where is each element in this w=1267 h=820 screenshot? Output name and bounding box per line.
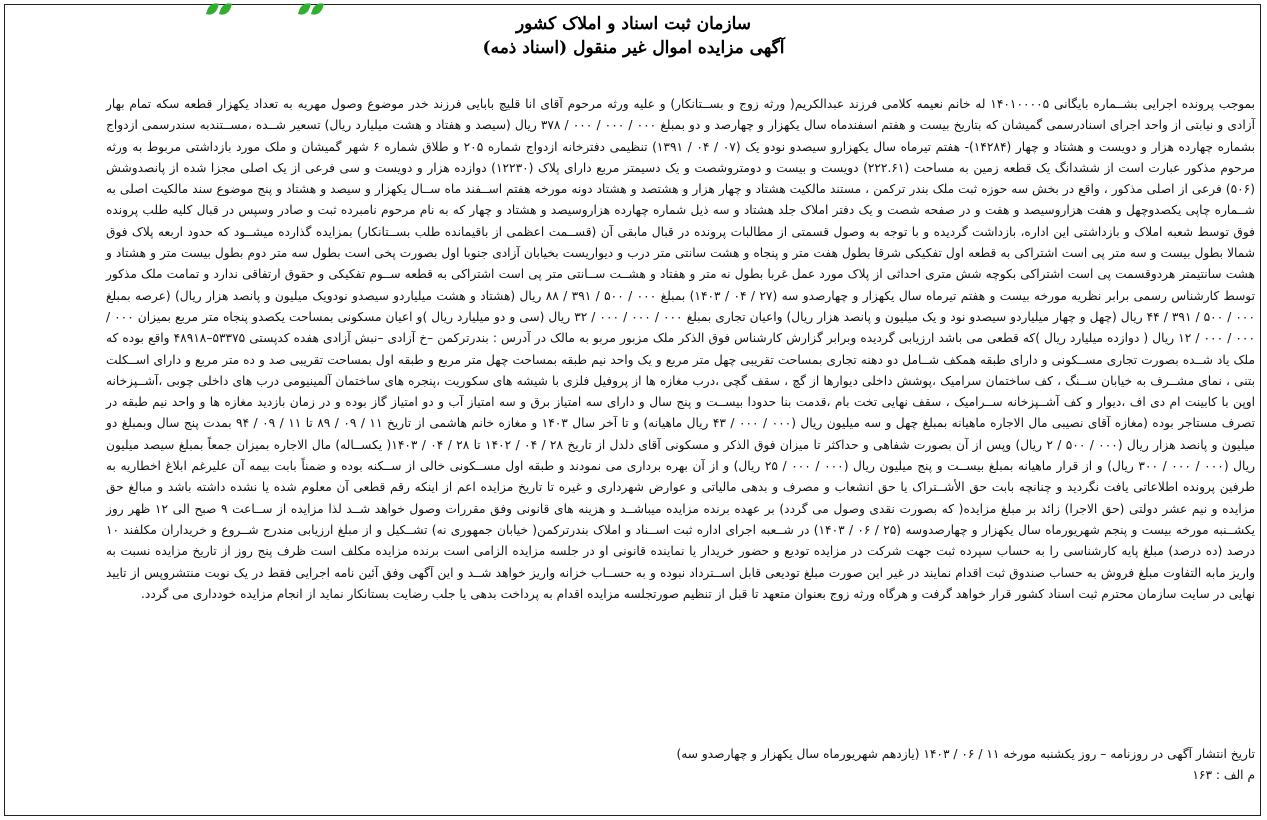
organization-title: سازمان ثبت اسناد و املاک کشور <box>515 14 752 34</box>
publish-date-line: تاریخ انتشار آگهی در روزنامه – روز یکشنبه مورخه ۱۱ / ۰۶ / ۱۴۰۳ (یازدهم شهریورماه سال یکهزار و چهارصدو سه) <box>676 747 1255 761</box>
notice-footer <box>106 744 1255 786</box>
notice-title: آگهی مزایده اموال غیر منقول (اسناد ذمه) <box>482 38 785 58</box>
notice-header <box>0 12 1267 60</box>
notice-code: م الف : ۱۶۳ <box>1192 768 1255 782</box>
notice-body: بموجب پرونده اجرایی بشــماره بایگانی ۱۴۰۱۰۰۰۰۵ له خانم نعیمه کلامی فرزند عبدالکریم( ورثه زوج و بســتانکار) و علیه ورثه مرحوم آقای انا قلیچ بابایی فرزند خدر موضوع وصول مهریه به تعداد یکهزار قطعه سکه تمام بهار آزادی و نیابتی از واحد اجرای اسنادرسمی گمیشان که بتاریخ بیست و هفتم اسفندماه سال یکهزار و چهارصد و دو بمبلغ ۰۰۰ / ۰۰۰ / ۰۰۰ / ۳۷۸ ریال (سیصد و هفتاد و هشت میلیارد ریال) تسعیر شــده ،مســتندبه سندرسمی ازدواج بشماره چهارده هزار و دویست و هشتاد و چهار (۱۴۲۸۴)- هفتم تیرماه سال یکهزارو سیصدو نودو یک (۰۷ / ۰۴ / ۱۳۹۱) تنظیمی دفترخانه ازدواج شماره ۲۰۵ و طلاق شماره ۶ شهر گمیشان و ملک مورد بازداشتی مربوط به ورثه مرحوم مذکور عبارت است از ششدانگ یک قطعه زمین به مساحت (۲۲۲.۶۱) دویست و بیست و دومتروشصت و یک دسیمتر مربع دارای پلاک (۱۲۲۳۰) دوازده هزار و دویست و سی فرعی از یک اصلی مجزا شده از پانصدوشش (۵۰۶) فرعی از اصلی مذکور ، واقع در بخش سه حوزه ثبت ملک بندر ترکمن ، مستند مالکیت هشتاد و چهار هزار و هشتصد و هشتاد دونه مورخه هفتم اســفند ماه ســال یکهزار و سیصد و هشتاد و پنج موضوع سند مالکیت اصلی به شــماره چاپی یکصدوچهل و هفت هزاروسیصد و هفت و در صفحه شصت و یک دفتر املاک جلد هشتاد و سه ذیل شماره چهارده هزاروسیصد و هشتاد و چهار که به نام مرحوم نامبرده ثبت و صادر وسپس در قبال کلیه طلب پرونده فوق توسط شعبه املاک و بازداشتی این اداره، بازداشت گردیده و با توجه به وصول قسمتی از مطالبات پرونده در قبال مابقی آن (قســمت اعظمی از باقیمانده طلب بســتانکار) بمزایده گذارده میشــود که حدود اربعه پلاک فوق شمالا بطول بیست و سه متر پی است اشتراکی به قطعه اول تفکیکی شرقا بطول هفت متر و پنجاه و هشت سانتی متر درب و دیواریست بخیابان آزادی جنوبا اول بصورت پخی است بطول سه متر دوم بطول بیست متر و هشتاد و هشت سانتیمتر هردوقسمت پی است اشتراکی بکوچه شش متری احداثی از پلاک مورد عمل غربا بطول نه متر و هفتاد و هشــت ســانتی متر پی است اشتراکی به قطعه ســوم تفکیکی و حقوق ارتفاقی ندارد و تمامت ملک مذکور توسط کارشناس رسمی برابر نظریه مورخه بیست و هفتم تیرماه سال یکهزار و چهارصدو سه (۲۷ / ۰۴ / ۱۴۰۳) بمبلغ ۰۰۰ / ۵۰۰ / ۳۹۱ / ۸۸ ریال (هشتاد و هشت میلیاردو سیصدو نودویک میلیون و پانصد هزار ریال) (عرصه بمبلغ ۰۰۰ / ۵۰۰ / ۳۹۱ / ۴۴ ریال (چهل و چهار میلیاردو سیصدو نود و یک میلیون و پانصد هزار ریال) واعیان تجاری بمبلغ ۰۰۰ / ۰۰۰ / ۰۰۰ / ۳۲ ریال (سی و دو میلیارد ریال )و اعیان مسکونی بمساحت یکصدو پنجاه متر مربع بمیزان ۰۰۰ / ۰۰۰ / ۰۰۰ / ۱۲ ریال ( دوازده میلیارد ریال )که قطعی می باشد ارزیابی گردیده وبرابر گزارش کارشناس فوق الذکر ملک مزبور مربو به مالک در آدرس : بندرترکمن –خ آزادی –نبش آزادی هفده کدپستی ۵۳۳۷۵–۴۸۹۱۸ واقع بوده که ملک یاد شــده بصورت تجاری مســکونی و دارای طبقه همکف شــامل دو دهنه تجاری بمساحت تقریبی چهل متر مربع و یک واحد نیم طبقه بمساحت چهل متر مربع و طبقه اول بمساحت تقریبی صد و ده متر مربع و دارای اســکلت بتنی ، نمای مشــرف به خیابان ســنگ ، کف ساختمان سرامیک ،پوشش داخلی دیوارها از گچ ، سقف گچی ،درب مغازه ها از پروفیل فلزی با شیشه های سکوریت ،پنجره های ساختمان آلمینیومی درب های داخلی چوبی ،آشــپزخانه اوپن با کابینت ام دی اف ،دیوار و کف آشــپزخانه ســرامیک ، سقف نهایی تخت بام ،قدمت بنا حدودا بیســت و پنج سال و دارای سه امتیاز برق و سه امتیاز آب و دو امتیاز گاز بوده و در زمان بازدید مغازه ها و واحد نیم طبقه در تصرف مستاجر بوده (مغازه آقای نصیبی مال الاجاره ماهیانه بمبلغ چهل و سه میلیون ریال (۰۰۰ / ۰۰۰ / ۴۳ ریال ماهیانه) و تا آخر سال ۱۴۰۳ و مغازه خانم هاشمی از تاریخ ۱۱ / ۰۹ / ۸۹ تا ۱۱ / ۰۹ / ۹۴ بمدت پنج سال وبمبلغ دو میلیون و پانصد هزار ریال (۰۰۰ / ۵۰۰ / ۲ ریال) وپس از آن بصورت شفاهی و حداکثر تا میزان فوق الذکر و مسکونی آقای دلدل از تاریخ ۲۸ / ۰۴ / ۱۴۰۲ تا ۲۸ / ۰۴ / ۱۴۰۳( یکســاله) مال الاجاره بمیزان جمعاً بمبلغ سیصد میلیون ریال (۰۰۰ / ۰۰۰ / ۳۰۰ ریال) و از قرار ماهیانه بمبلغ بیســت و پنج میلیون ریال (۰۰۰ / ۰۰۰ / ۲۵ ریال) و از آن بهره برداری می نمودند و طبقه اول مســکونی خالی از ســکنه بوده و ضمناً بابت بیمه آن علیرغم ابلاغ اخطاریه به طرفین پرونده اطلاعاتی یافت نگردید و چنانچه بابت حق الأشــتراک یا حق انشعاب و مصرف و بدهی مالیاتی و عوارض شهرداری و غیره تا تاریخ مزایده اعم از اینکه رقم قطعی آن معلوم شده یا نشده داشته باشد و مبالغ حق مزایده و نیم عشر دولتی (حق الاجرا) زائد بر مبلغ مزایده( که بصورت نقدی وصول می گردد) بر عهده برنده مزایده میباشــد و هزینه های قانونی وفق مقررات وصول خواهد شــد لذا مزایده از ســاعت ۹ صبح الی ۱۲ ظهر روز یکشــنبه مورخه بیست و پنجم شهریورماه سال یکهزار و چهارصدوسه (۲۵ / ۰۶ / ۱۴۰۳) در شــعبه اجرای اداره ثبت اســناد و املاک بندرترکمن( خیابان جمهوری نه) تشــکیل و از مبلغ ارزیابی مندرج شــروع و خریداران مکلفند ۱۰ درصد (ده درصد) مبلغ پایه کارشناسی را به حساب سپرده ثبت جهت شرکت در مزایده تودیع و حضور خریدار یا نماینده قانونی او در جلسه مزایده الزامی است برنده مزایده مکلف است ظرف پنج روز از تاریخ مزایده نسبت به واریز مابه التفاوت مبلغ فروش به حساب صندوق ثبت اقدام نمایند در غیر این صورت مبلغ تودیعی قابل اســترداد نبوده و به حســاب خزانه واریز خواهد شــد و این آگهی وفق آئین نامه اجرایی فقط در یک نوبت منتشروپس از تایید نهایی در سایت سازمان محترم ثبت اسناد کشور قرار خواهد گرفت و هرگاه ورثه زوج بعنوان متعهد تا قبل از تنظیم صورتجلسه مزایده اقدام به پرداخت بدهی یا جلب رضایت بستانکار نماید از انجام مزایده خودداری می گردد. <box>106 97 1256 601</box>
